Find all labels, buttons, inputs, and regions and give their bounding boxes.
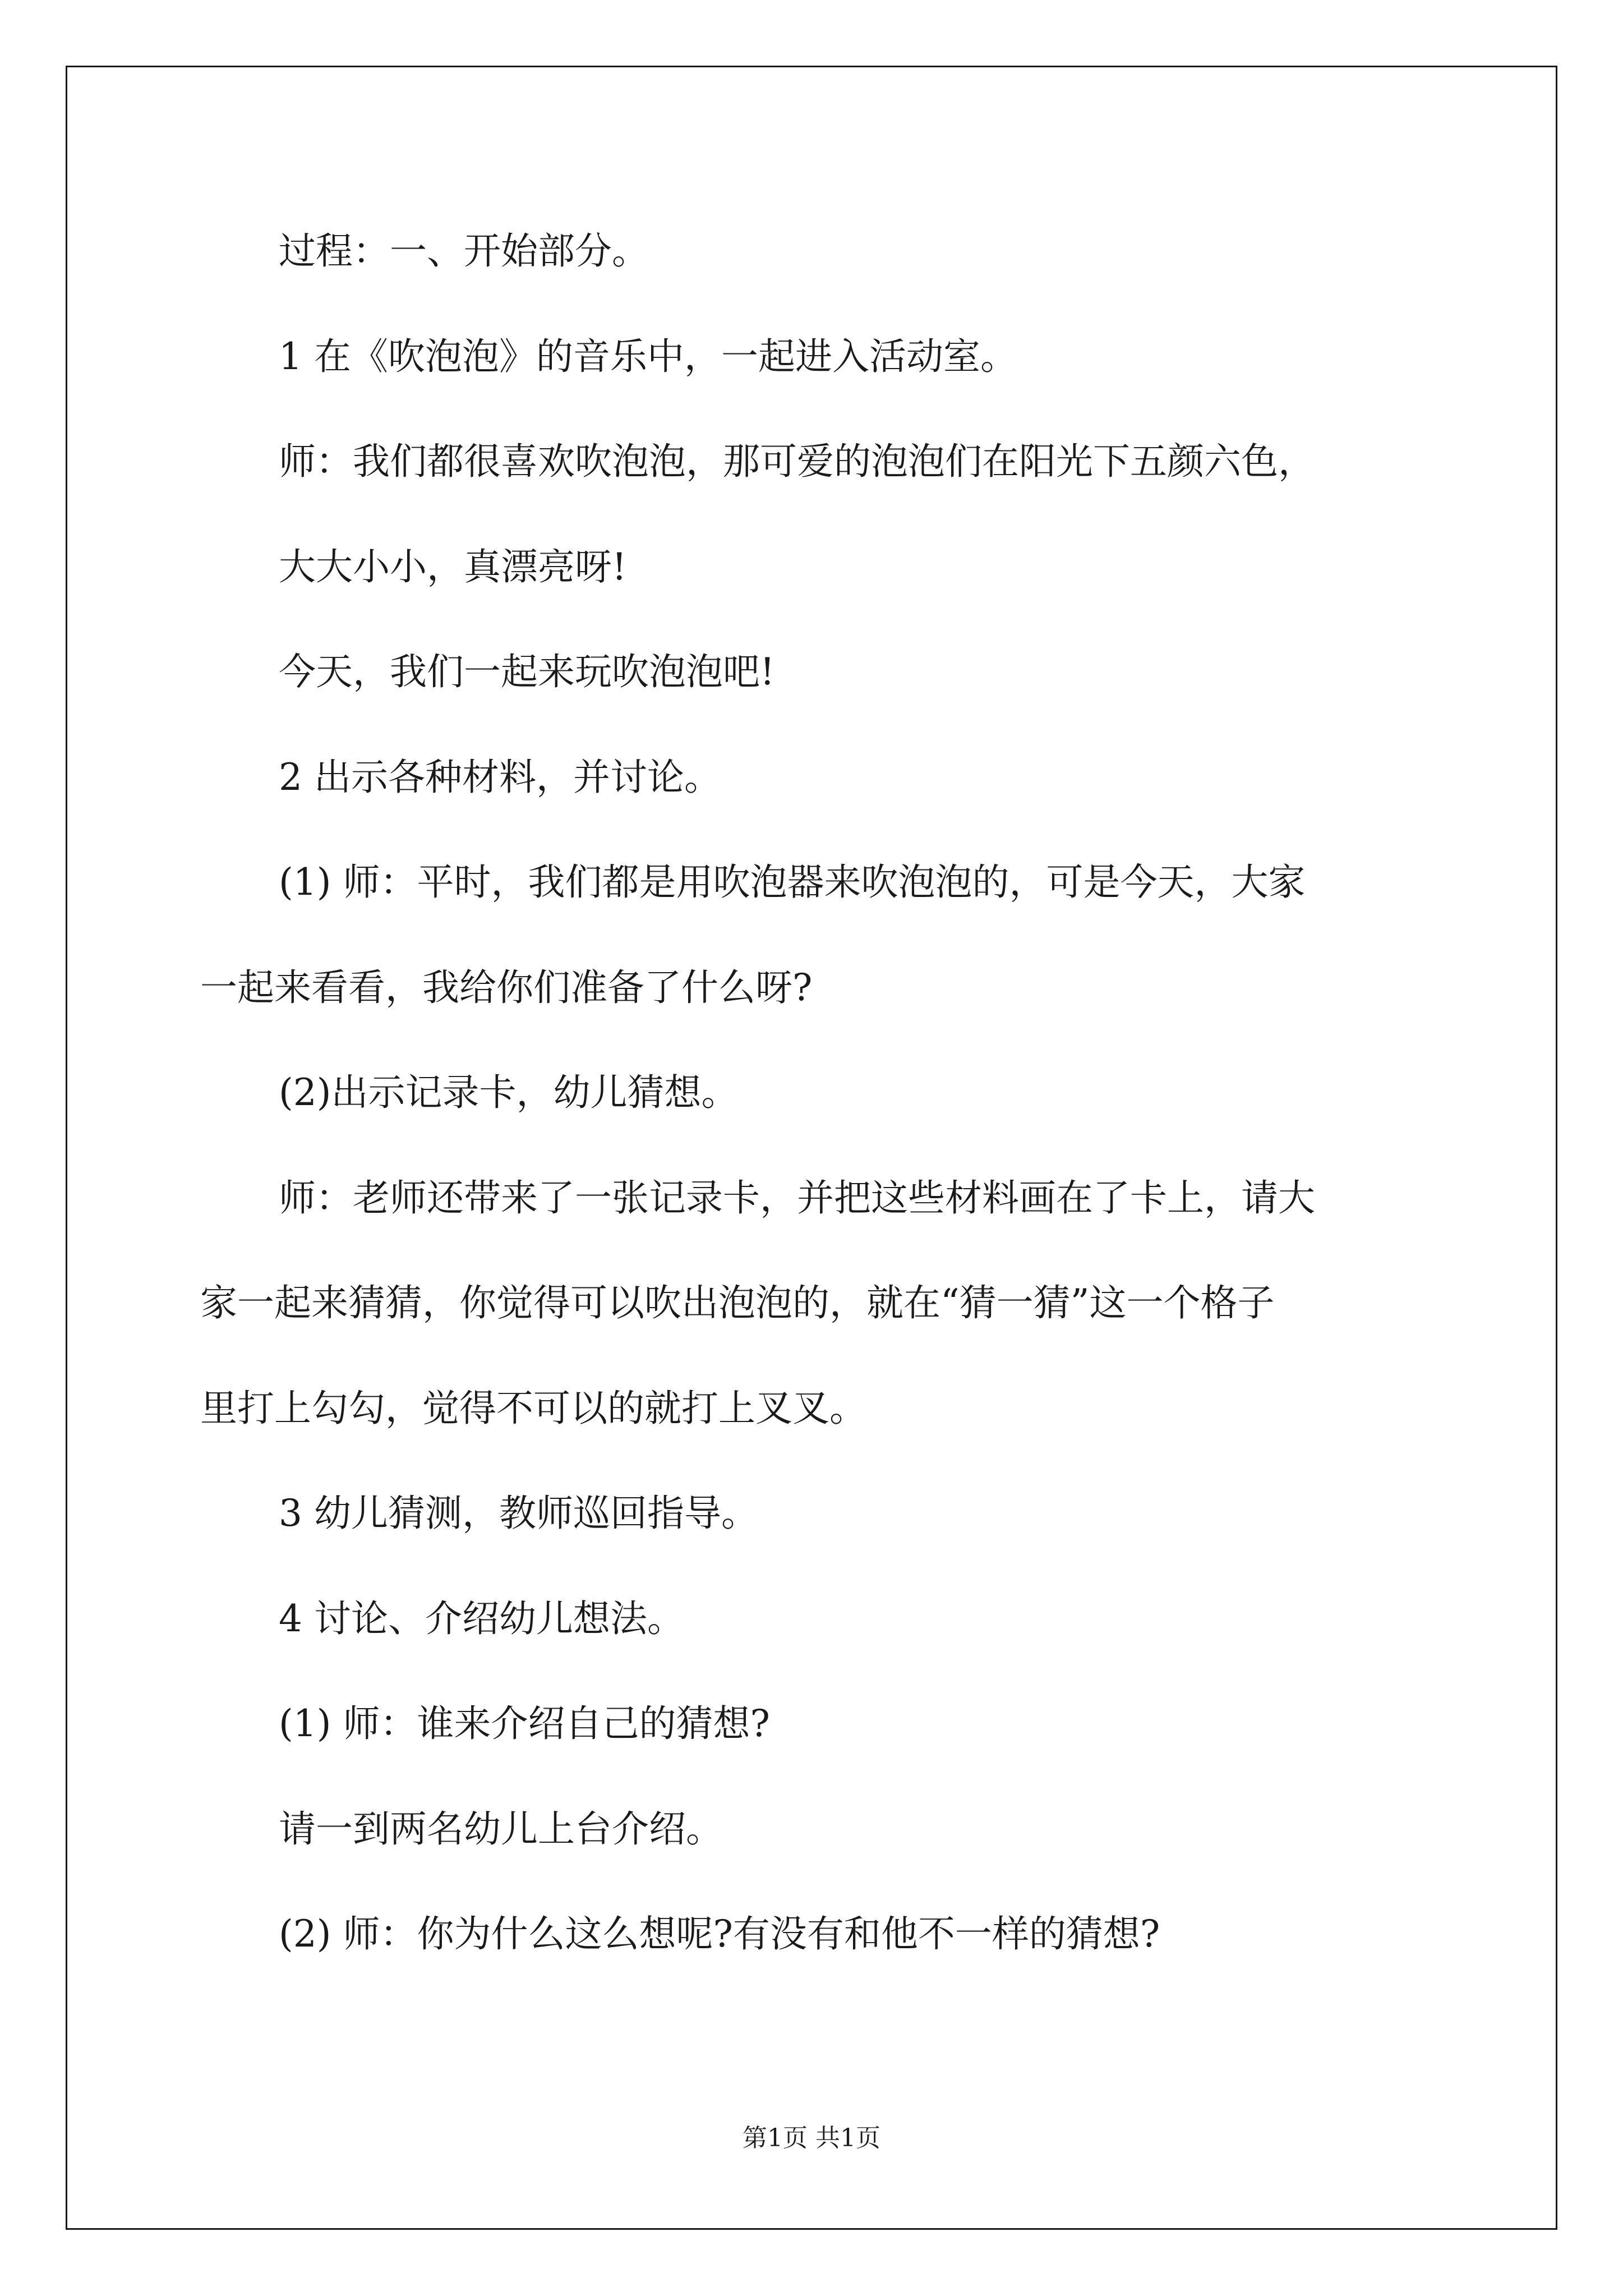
- paragraph-line: 一起来看看，我给你们准备了什么呀?: [200, 966, 813, 1009]
- paragraph-line: (2) 师：你为什么这么想呢?有没有和他不一样的猜想?: [279, 1912, 1160, 1955]
- paragraph-line: 师：我们都很喜欢吹泡泡，那可爱的泡泡们在阳光下五颜六色，: [279, 440, 1315, 483]
- paragraph-line: 家一起来猜猜，你觉得可以吹出泡泡的，就在“猜一猜”这一个格子: [200, 1281, 1275, 1324]
- paragraph-line: 2 出示各种材料，并讨论。: [279, 756, 721, 799]
- paragraph-line: 师：老师还带来了一张记录卡，并把这些材料画在了卡上，请大: [279, 1176, 1315, 1220]
- paragraph-line: 大大小小，真漂亮呀!: [279, 545, 627, 588]
- paragraph-line: (1) 师：谁来介绍自己的猜想?: [279, 1702, 770, 1745]
- page-border: [66, 66, 1557, 2230]
- paragraph-line: (2)出示记录卡，幼儿猜想。: [279, 1071, 739, 1114]
- paragraph-line: 请一到两名幼儿上台介绍。: [279, 1807, 723, 1851]
- page-number-footer: 第1页 共1页: [743, 2124, 880, 2152]
- paragraph-line: 4 讨论、介绍幼儿想法。: [279, 1597, 684, 1640]
- paragraph-line: 今天，我们一起来玩吹泡泡吧!: [279, 650, 775, 693]
- paragraph-line: (1) 师：平时，我们都是用吹泡器来吹泡泡的，可是今天，大家: [279, 861, 1306, 904]
- paragraph-line: 3 幼儿猜测，教师巡回指导。: [279, 1492, 758, 1535]
- paragraph-line: 里打上勾勾，觉得不可以的就打上叉叉。: [200, 1387, 866, 1430]
- paragraph-line: 1 在《吹泡泡》的音乐中，一起进入活动室。: [279, 335, 1017, 378]
- paragraph-line: 过程：一、开始部分。: [279, 229, 649, 273]
